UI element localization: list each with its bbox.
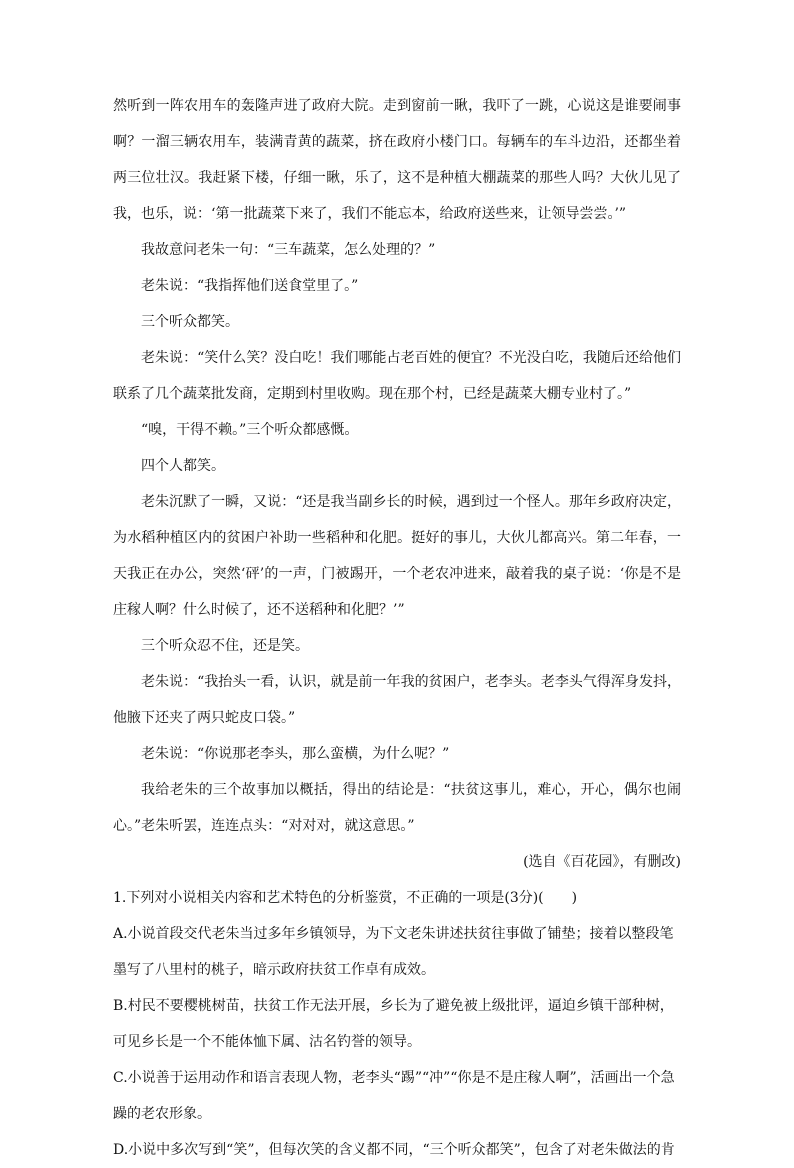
document-body — [113, 88, 681, 1168]
story-paragraph: 四个人都笑。 — [141, 458, 225, 474]
question-stem: 1.下列对小说相关内容和艺术特色的分析鉴赏，不正确的一项是(3分)( ) — [113, 890, 578, 906]
story-source: (选自《百花园》，有删改) — [523, 854, 681, 870]
question-option: A.小说首段交代老朱当过多年乡镇领导，为下文老朱讲述扶贫往事做了铺垫；接着以整段笔墨写了八里村的桃子，暗示政府扶贫工作卓有成效。 — [113, 926, 674, 978]
question-block — [113, 880, 681, 1168]
question-option: B.村民不要樱桃树苗，扶贫工作无法开展，乡长为了避免被上级批评，逼迫乡镇干部种树，可见乡长是一个不能体恤下属、沽名钓誉的领导。 — [113, 998, 674, 1050]
question-option: D.小说中多次写到“笑”，但每次笑的含义都不同，“三个听众都笑”，包含了对老朱做法的肯 — [113, 1142, 675, 1158]
story-paragraph: 老朱沉默了一瞬，又说：“还是我当副乡长的时候，遇到过一个怪人。那年乡政府决定，为水稻种植区内的贫困户补助一些稻种和化肥。挺好的事儿，大伙儿都高兴。第二年春，一天我正在办公，突然‘砰’的一声，门被踢开，一个老农冲进来，敲着我的桌子说：‘你是不是庄稼人啊？什么时候了，还不送稻种和化肥？’” — [113, 494, 681, 618]
story-paragraph: 我给老朱的三个故事加以概括，得出的结论是：“扶贫这事儿，难心，开心，偶尔也闹心。”老朱听罢，连连点头：“对对对，就这意思。” — [113, 782, 681, 834]
story-paragraph: 老朱说：“我抬头一看，认识，就是前一年我的贫困户，老李头。老李头气得浑身发抖，他腋下还夹了两只蛇皮口袋。” — [113, 674, 681, 726]
story-paragraph: 老朱说：“我指挥他们送食堂里了。” — [141, 278, 359, 294]
story-paragraph: 我故意问老朱一句：“三车蔬菜，怎么处理的？” — [141, 242, 436, 258]
question-options — [113, 916, 681, 1168]
story-paragraph: “嗅，干得不赖。”三个听众都感慨。 — [141, 422, 359, 438]
story-paragraph: 老朱说：“你说那老李头，那么蛮横，为什么呢？” — [141, 746, 450, 762]
story-paragraph: 三个听众都笑。 — [141, 314, 239, 330]
story-paragraph: 然听到一阵农用车的轰隆声进了政府大院。走到窗前一瞅，我吓了一跳，心说这是谁要闹事啊？一溜三辆农用车，装满青黄的蔬菜，挤在政府小楼门口。每辆车的车斗边沿，还都坐着两三位壮汉。我赶紧下楼，仔细一瞅，乐了，这不是种植大棚蔬菜的那些人吗？大伙儿见了我，也乐，说：‘第一批蔬菜下来了，我们不能忘本，给政府送些来，让领导尝尝。’” — [113, 98, 681, 222]
story-paragraph: 老朱说：“笑什么笑？没白吃！我们哪能占老百姓的便宜？不光没白吃，我随后还给他们联系了几个蔬菜批发商，定期到村里收购。现在那个村，已经是蔬菜大棚专业村了。” — [113, 350, 681, 402]
story-paragraph: 三个听众忍不住，还是笑。 — [141, 638, 309, 654]
question-option: C.小说善于运用动作和语言表现人物，老李头“踢”“冲”“你是不是庄稼人啊”，活画出一个急躁的老农形象。 — [113, 1070, 675, 1122]
story-text — [113, 88, 681, 844]
